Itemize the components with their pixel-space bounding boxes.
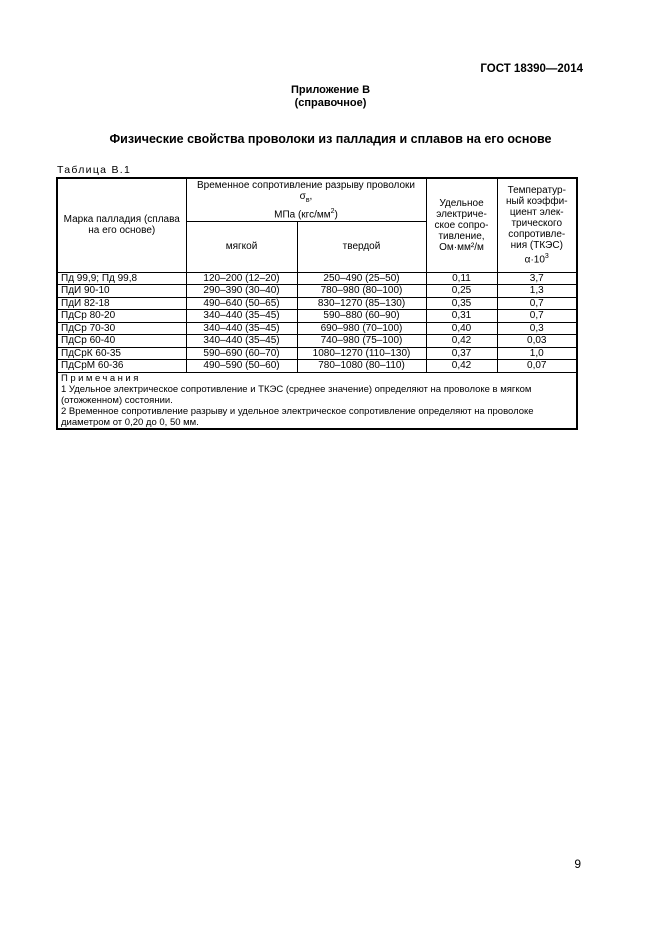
header-tensile-units: МПа $(кгс/мм^2)$ xyxy=(274,207,338,220)
appendix-title: Приложение В xyxy=(290,84,371,96)
table-notes xyxy=(57,372,577,429)
cell-tcr: 0,7 xyxy=(497,297,577,310)
table-body xyxy=(57,272,577,429)
cell-resistivity: 0,35 xyxy=(426,297,497,310)
cell-tcr: 1,0 xyxy=(497,347,577,360)
cell-tcr: 0,3 xyxy=(497,322,577,335)
cell-hard: 590–880 (60–90) xyxy=(297,310,426,323)
cell-resistivity: 0,40 xyxy=(426,322,497,335)
section-heading: Физические свойства проволоки из палладия и сплавов на его основе xyxy=(109,132,552,146)
cell-hard: 690–980 (70–100) xyxy=(297,322,426,335)
cell-hard: 1080–1270 (110–130) xyxy=(297,347,426,360)
appendix-header xyxy=(0,84,661,110)
cell-hard: 780–980 (80–100) xyxy=(297,285,426,298)
cell-resistivity: 0,31 xyxy=(426,310,497,323)
table-row xyxy=(57,335,577,348)
table-row xyxy=(57,347,577,360)
cell-resistivity: 0,11 xyxy=(426,272,497,285)
cell-soft: 490–590 (50–60) xyxy=(186,360,297,373)
cell-grade: ПдСр 70-30 xyxy=(57,322,186,335)
header-tcr xyxy=(497,178,577,272)
cell-grade: ПдСрК 60-35 xyxy=(57,347,186,360)
cell-soft: 490–640 (50–65) xyxy=(186,297,297,310)
cell-tcr: 0,7 xyxy=(497,310,577,323)
cell-grade: ПдИ 90-10 xyxy=(57,285,186,298)
properties-table xyxy=(56,177,578,430)
cell-resistivity: 0,37 xyxy=(426,347,497,360)
cell-hard: 780–1080 (80–110) xyxy=(297,360,426,373)
header-tensile-line1: Временное сопротивление разрыву проволоки xyxy=(196,179,416,191)
cell-tcr: 0,03 xyxy=(497,335,577,348)
cell-soft: 340–440 (35–45) xyxy=(186,335,297,348)
cell-grade: ПдСрМ 60-36 xyxy=(57,360,186,373)
header-tensile xyxy=(186,178,426,221)
cell-resistivity: 0,42 xyxy=(426,360,497,373)
cell-soft: 120–200 (12–20) xyxy=(186,272,297,285)
cell-tcr: 3,7 xyxy=(497,272,577,285)
cell-hard: 250–490 (25–50) xyxy=(297,272,426,285)
cell-soft: 340–440 (35–45) xyxy=(186,322,297,335)
cell-resistivity: 0,42 xyxy=(426,335,497,348)
notes-title: Примечания xyxy=(61,372,141,384)
document-code: ГОСТ 18390—2014 xyxy=(480,63,583,75)
note-item: 1 Удельное электрическое сопротивление и ТКЭС (среднее значение) определяют на проволоке в мягком (отожженном) состоянии. xyxy=(61,383,532,406)
appendix-subtitle: (справочное) xyxy=(294,97,367,109)
header-hard: твердой xyxy=(297,221,426,272)
table-row xyxy=(57,297,577,310)
page-number: 9 xyxy=(574,857,581,871)
table-row xyxy=(57,285,577,298)
cell-soft: 290–390 (30–40) xyxy=(186,285,297,298)
header-grade: Марка палладия (сплава на его основе) xyxy=(57,178,186,272)
cell-hard: 740–980 (75–100) xyxy=(297,335,426,348)
table-row xyxy=(57,360,577,373)
cell-tcr: 1,3 xyxy=(497,285,577,298)
cell-resistivity: 0,25 xyxy=(426,285,497,298)
cell-soft: 340–440 (35–45) xyxy=(186,310,297,323)
header-tensile-symbol: $\sigma_в$, xyxy=(299,190,313,204)
header-soft: мягкой xyxy=(186,221,297,272)
cell-grade: ПдСр 60-40 xyxy=(57,335,186,348)
header-tcr-unit: $\alpha\cdot 10^3$ xyxy=(524,253,549,266)
header-tcr-text: Температур-ный коэффи-циент элек-трического сопротивле-ния (ТКЭС) xyxy=(505,185,568,252)
cell-soft: 590–690 (60–70) xyxy=(186,347,297,360)
header-resistivity: Удельное электриче-ское сопро-тивление, Ом·мм²/м xyxy=(426,178,497,272)
cell-hard: 830–1270 (85–130) xyxy=(297,297,426,310)
cell-grade: Пд 99,9; Пд 99,8 xyxy=(57,272,186,285)
table-label: Таблица В.1 xyxy=(57,164,132,176)
table-row xyxy=(57,310,577,323)
cell-grade: ПдИ 82-18 xyxy=(57,297,186,310)
cell-grade: ПдСр 80-20 xyxy=(57,310,186,323)
table-row xyxy=(57,322,577,335)
note-item: 2 Временное сопротивление разрыву и удельное электрическое сопротивление определяют на проволоке диаметром от 0,20 до 0, 50 мм. xyxy=(61,405,534,428)
table-row xyxy=(57,272,577,285)
cell-tcr: 0,07 xyxy=(497,360,577,373)
